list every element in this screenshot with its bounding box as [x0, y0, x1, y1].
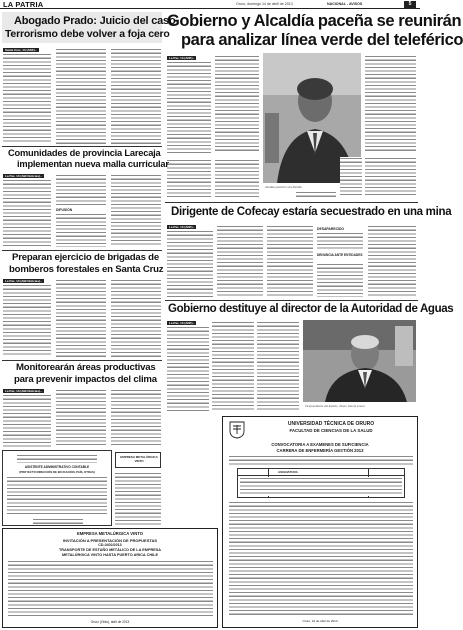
teleferico-col-2 [215, 55, 259, 153]
abogado-title-2: Terrorismo debe volver a foja cero [5, 28, 170, 40]
larecaja-col-3 [56, 213, 106, 247]
larecaja-col-2 [56, 174, 106, 207]
page-number: 5 [404, 1, 416, 8]
monitorearan-kicker: La Paz, 13 (ABI Noticias).- [5, 389, 42, 393]
monitorearan-col-1 [3, 394, 51, 447]
cofecay-col-1 [167, 230, 213, 297]
teleferico-col-1 [167, 61, 211, 153]
uto-body-1 [229, 455, 413, 466]
ad-vinto-small-text-2 [7, 476, 107, 516]
cofecay-kicker: La Paz, 13 (ANF).- [169, 225, 195, 229]
masthead [0, 0, 420, 9]
larecaja-kicker: La Paz, 13 (ABI Noticias).- [5, 174, 42, 178]
vicepresident-photo-caption: Viceprecidente del Estado, Álvaro García Linera [305, 404, 365, 408]
monitorearan-title-2: para prevenir impactos del clima [14, 374, 157, 385]
uto-table-head: ASIGNATURA [278, 470, 298, 474]
abogado-col-1 [3, 53, 51, 144]
cofecay-col-4 [317, 232, 363, 251]
cofecay-subhead-2: DENUNCIA ANTE ENTIDADES [317, 253, 363, 257]
ad-vinto-small-text-1 [17, 454, 97, 463]
uto-footer: Oruro, 10 de abril de 2013 [302, 619, 338, 623]
ad-vinto-big-invitation: INVITACIÓN A PRESENTACIÓN DE PROPUESTAS [62, 538, 158, 543]
story-abogado [2, 12, 176, 144]
bomberos-kicker: La Paz, 13 (ABI Noticias).- [5, 279, 42, 283]
aguas-col-1 [167, 326, 209, 412]
aguas-col-3 [257, 321, 299, 412]
cofecay-col-3 [267, 225, 313, 297]
ad-vinto-big-object-1: TRANSPORTE DE ESTAÑO METÁLICO DE LA EMPRESA [58, 548, 162, 552]
uto-body-2 [229, 501, 413, 617]
story-larecaja [2, 146, 169, 248]
larecaja-title-1: Comunidades de provincia Larecaja [8, 148, 161, 158]
cofecay-col-5 [317, 263, 363, 297]
teleferico-title-2: para analizar línea verde del teleférico [181, 31, 463, 49]
section-label: NACIONAL - AVISOS [327, 2, 363, 6]
story-bomberos [2, 250, 162, 358]
ad-vinto-small-line2: (PROYECTO DIRECCIÓN DE EDUCACIÓN, PAÍS, OTRAS) [19, 470, 95, 474]
larecaja-title-2: implementan nueva malla curricular [17, 159, 169, 169]
aguas-col-2 [212, 321, 254, 412]
abogado-col-3 [111, 48, 161, 144]
uto-heading-2: FACULTAD DE CIENCIAS DE LA SALUD [289, 428, 373, 433]
teleferico-kicker: La Paz, 13 (ANF).- [169, 56, 195, 60]
dateline: Oruro, domingo 14 de abril de 2013 [236, 2, 293, 6]
cofecay-title: Dirigente de Cofecay estaría secuestrado en una mina [171, 206, 452, 218]
monitorearan-col-3 [111, 389, 161, 447]
story-teleferico [165, 11, 463, 199]
logo: LA PATRIA [3, 0, 44, 9]
teleferico-col-6 [296, 191, 336, 197]
ad-vinto-big [2, 528, 218, 628]
abogado-title-1: Abogado Prado: Juicio del caso [14, 15, 176, 27]
uto-convocatoria-1: CONVOCATORIA A EXAMENES DE SUFICIENCIA [271, 442, 369, 447]
uto-table-rows [240, 477, 402, 496]
bomberos-col-3 [111, 279, 161, 357]
aguas-title: Gobierno destituye al director de la Autoridad de Aguas [168, 303, 454, 315]
ad-column-filler [115, 472, 161, 526]
teleferico-col-4 [167, 159, 211, 197]
ad-vinto-small-line1: ASISTENTE ADMINISTRATIVO CONTABLE [24, 465, 90, 469]
vicepresident-photo [303, 320, 416, 402]
monitorearan-title-1: Monitorearán áreas productivas [16, 362, 156, 373]
aguas-kicker: La Paz, 13 (ANF).- [169, 321, 195, 325]
story-monitorearan [2, 360, 162, 448]
ad-vinto-big-body [8, 560, 213, 618]
ad-vinto-big-footer: Oruro (Vinto), abril de 2013 [90, 620, 130, 624]
larecaja-col-1 [3, 179, 51, 247]
larecaja-col-4 [111, 174, 161, 247]
bomberos-col-2 [56, 279, 106, 357]
cofecay-subhead-1: DESAPARECIDO [317, 227, 345, 231]
teleferico-col-8 [365, 157, 416, 197]
cofecay-col-2 [217, 225, 263, 297]
ad-vinto-small [2, 450, 112, 526]
ad-vinto-small-logo [115, 452, 161, 468]
ad-vinto-big-code: CD-0402/2013 [98, 543, 122, 547]
uto-heading-1: UNIVERSIDAD TÉCNICA DE ORURO [287, 421, 375, 427]
abogado-kicker: Santa Cruz, 13 (ANF).- [5, 48, 37, 52]
abogado-col-2 [56, 48, 106, 144]
bomberos-title-1: Preparan ejercicio de brigadas de [12, 252, 159, 263]
ad-uto [222, 416, 418, 628]
ad-vinto-small-text-3 [33, 518, 83, 525]
cofecay-col-6 [368, 225, 416, 297]
teleferico-col-5 [215, 159, 259, 197]
uto-convocatoria-2: CARRERA DE ENFERMERÍA GESTIÓN 2013 [276, 448, 364, 453]
uto-crest-icon [229, 421, 245, 439]
uto-table [237, 468, 405, 498]
monitorearan-col-2 [56, 389, 106, 447]
story-aguas [165, 301, 454, 413]
teleferico-title-1: Gobierno y Alcaldía paceña se reunirán [167, 12, 462, 30]
bomberos-col-1 [3, 284, 51, 357]
teleferico-col-7 [340, 157, 362, 197]
ad-vinto-big-heading: EMPRESA METALÚRGICA VINTO [76, 531, 144, 536]
mayor-photo-caption: Alcalde paceño Luis Revilla [265, 185, 302, 189]
ad-vinto-big-object-2: METALÚRGICA VINTO HASTA PUERTO ARICA CHILE [62, 553, 158, 557]
ad-vinto-small-heading: EMPRESA METALÚRGICA VINTO [120, 455, 158, 463]
larecaja-subhead: DIFUSIÓN [56, 208, 73, 212]
story-cofecay [165, 203, 452, 298]
bomberos-title-2: bomberos forestales en Santa Cruz [9, 264, 164, 275]
teleferico-col-3 [365, 55, 416, 153]
